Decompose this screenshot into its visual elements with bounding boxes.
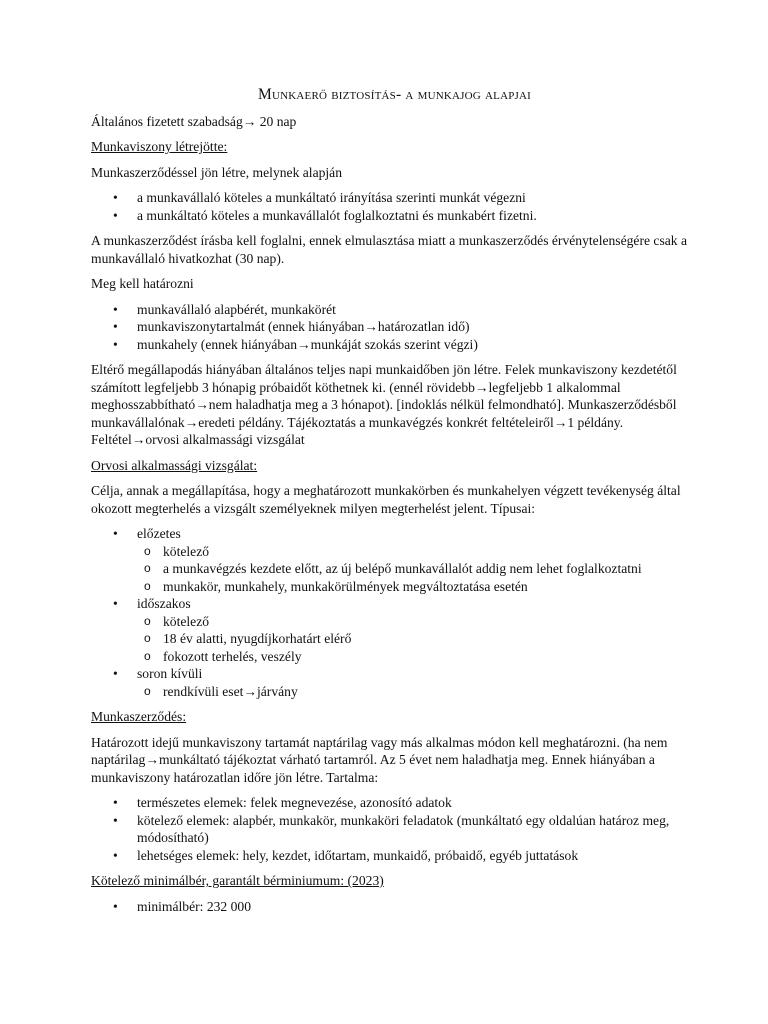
sub-list-item: o 18 év alatti, nyugdíjkorhatárt elérő xyxy=(144,631,352,646)
sub-list xyxy=(91,543,698,596)
heading-minimalber: Kötelező minimálbér, garantált bérminiumum: (2023) xyxy=(91,873,384,888)
list-meghatarozni xyxy=(91,301,698,354)
sub-list-item: o munkakör, munkahely, munkakörülmények megváltoztatása esetén xyxy=(144,578,528,594)
list-item: • munkaviszonytartalmát (ennek hiányában→határozatlan idő) xyxy=(113,319,470,334)
sub-list-item: o fokozott terhelés, veszély xyxy=(144,648,302,664)
list-kotelezettsegek xyxy=(91,189,698,224)
list-item: • időszakos xyxy=(113,596,191,611)
bullet-icon: • xyxy=(113,795,118,810)
paragraph-irasba: A munkaszerződést írásba kell foglalni, ennek elmulasztása miatt a munkaszerződés érvénytelenségére csak a munkavállaló hivatkozhat (30 nap). xyxy=(91,233,687,266)
list-item: • minimálbér: 232 000 xyxy=(113,898,252,914)
list-minimalber xyxy=(91,898,698,916)
sub-list xyxy=(91,683,698,701)
heading-munkaszerzodes: Munkaszerződés: xyxy=(91,709,187,724)
bullet-icon: • xyxy=(113,898,118,914)
circle-bullet-icon: o xyxy=(144,543,151,558)
bullet-icon: • xyxy=(113,526,118,541)
list-item: • kötelező elemek: alapbér, munkakör, munkaköri feladatok (munkáltató egy oldalúan határoz meg, módosítható) xyxy=(113,812,670,845)
circle-bullet-icon: o xyxy=(144,631,151,645)
bullet-icon: • xyxy=(113,336,118,352)
sub-list-container xyxy=(91,683,698,701)
paragraph-szerzodes: Munkaszerződéssel jön létre, melynek alapján xyxy=(91,164,343,180)
sub-list-item: o kötelező xyxy=(144,613,210,629)
heading-letrejotte: Munkaviszony létrejötte: xyxy=(91,139,228,154)
bullet-icon: • xyxy=(113,301,118,317)
circle-bullet-icon: o xyxy=(144,683,151,698)
list-item: • természetes elemek: felek megnevezése, azonosító adatok xyxy=(113,795,452,810)
heading-orvosi: Orvosi alkalmassági vizsgálat: xyxy=(91,457,258,473)
sub-list-item: o a munkavégzés kezdete előtt, az új belépő munkavállalót addig nem lehet foglalkoztatni xyxy=(144,561,642,576)
circle-bullet-icon: o xyxy=(144,578,151,593)
sub-list-container xyxy=(91,543,698,596)
bullet-icon: • xyxy=(113,207,118,223)
list-item: • lehetséges elemek: hely, kezdet, időtartam, munkaidő, próbaidő, egyéb juttatások xyxy=(113,847,579,863)
bullet-icon: • xyxy=(113,319,118,334)
sub-list-item: o rendkívüli eset→járvány xyxy=(144,683,298,699)
bullet-icon: • xyxy=(113,847,118,863)
list-item: • munkahely (ennek hiányában→munkáját szokás szerint végzi) xyxy=(113,336,478,352)
sub-list-item: o kötelező xyxy=(144,543,210,559)
circle-bullet-icon: o xyxy=(144,648,151,663)
list-item: • soron kívüli xyxy=(113,666,203,681)
paragraph-celja: Célja, annak a megállapítása, hogy a meghatározott munkakörben és munkahelyen végzett tevékenység által okozott megterhelés a vizsgált személyeknek milyen megterhelést jelent. Típusai: xyxy=(91,483,681,516)
bullet-icon: • xyxy=(113,596,118,611)
list-vizsgalat-tipusok xyxy=(91,525,698,700)
bullet-icon: • xyxy=(113,666,118,681)
bullet-icon: • xyxy=(113,812,118,828)
circle-bullet-icon: o xyxy=(144,613,151,628)
paragraph-eltero: Eltérő megállapodás hiányában általános teljes napi munkaidőben jön létre. Felek munkaviszony kezdetétől számított legfeljebb 3 hónapig próbaidőt köthetnek ki. (ennél rövidebb→legfeljebb 1 alkalommal meghosszabbítható→nem haladhatja meg a 3 hónapot). [indoklás nélkül felmondható]. Munkaszerződésből munkavállalónak→eredeti példány. Tájékoztatás a munkavégzés konkrét feltételeiről→1 példány. Feltétel→orvosi alkalmassági vizsgálat xyxy=(91,362,677,447)
list-item: • a munkáltató köteles a munkavállalót foglalkoztatni és munkabért fizetni. xyxy=(113,207,537,223)
sub-list xyxy=(91,613,698,666)
list-item: • munkavállaló alapbérét, munkakörét xyxy=(113,301,336,317)
list-item: • előzetes xyxy=(113,526,181,541)
sub-list-container xyxy=(91,613,698,666)
bullet-icon: • xyxy=(113,190,118,205)
circle-bullet-icon: o xyxy=(144,561,151,575)
page-title: Munkaerő biztosítás- a munkajog alapjai xyxy=(257,86,532,103)
paragraph-meg-kell: Meg kell határozni xyxy=(91,276,194,291)
list-tartalma xyxy=(91,794,698,864)
list-item: • a munkavállaló köteles a munkáltató irányítása szerinti munkát végezni xyxy=(113,190,526,205)
paragraph-szabadsag: Általános fizetett szabadság→ 20 nap xyxy=(91,113,297,129)
paragraph-hatarozott: Határozott idejű munkaviszony tartamát naptárilag vagy más alkalmas módon kell meghatározni. (ha nem naptárilag→munkáltató tájékoztat várható tartamról. Az 5 évet nem haladhatja meg. Ennek hiányában a munkaviszony határozatlan időre jön létre. Tartalma: xyxy=(91,734,668,785)
